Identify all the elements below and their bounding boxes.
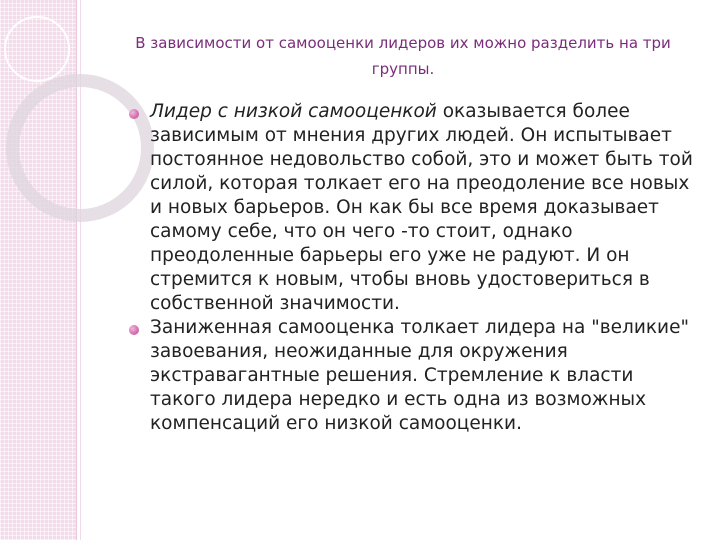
pink-circle-bullet-icon xyxy=(129,109,139,119)
bullet-2-text: Заниженная самооценка толкает лидера на "великие" завоевания, неожиданные для окружения экстравагантные решения. Стремление к власти такого лидера нередко и есть одна из возможных компенсаций его низкой самооценки. xyxy=(150,317,689,434)
bullet-item-1 xyxy=(128,100,700,316)
bullet-list xyxy=(128,100,700,436)
bullet-item-2 xyxy=(128,316,700,436)
bullet-1-text: оказывается более зависимым от мнения других людей. Он испытывает постоянное недовольство собой, это и может быть той силой, которая толкает его на преодоление все новых и новых барьеров. Он как бы все время доказывает самому себе, что он чего -то стоит, однако преодоленные барьеры его уже не радуют. И он стремится к новым, чтобы вновь удостовериться в собственной значимости. xyxy=(150,101,693,314)
slide-title: В зависимости от самооценки лидеров их можно разделить на три группы. xyxy=(135,34,671,78)
bullet-1-emphasis: Лидер с низкой самооценкой xyxy=(150,101,437,122)
decorative-small-ring xyxy=(4,16,70,82)
pink-circle-bullet-icon xyxy=(129,325,139,335)
